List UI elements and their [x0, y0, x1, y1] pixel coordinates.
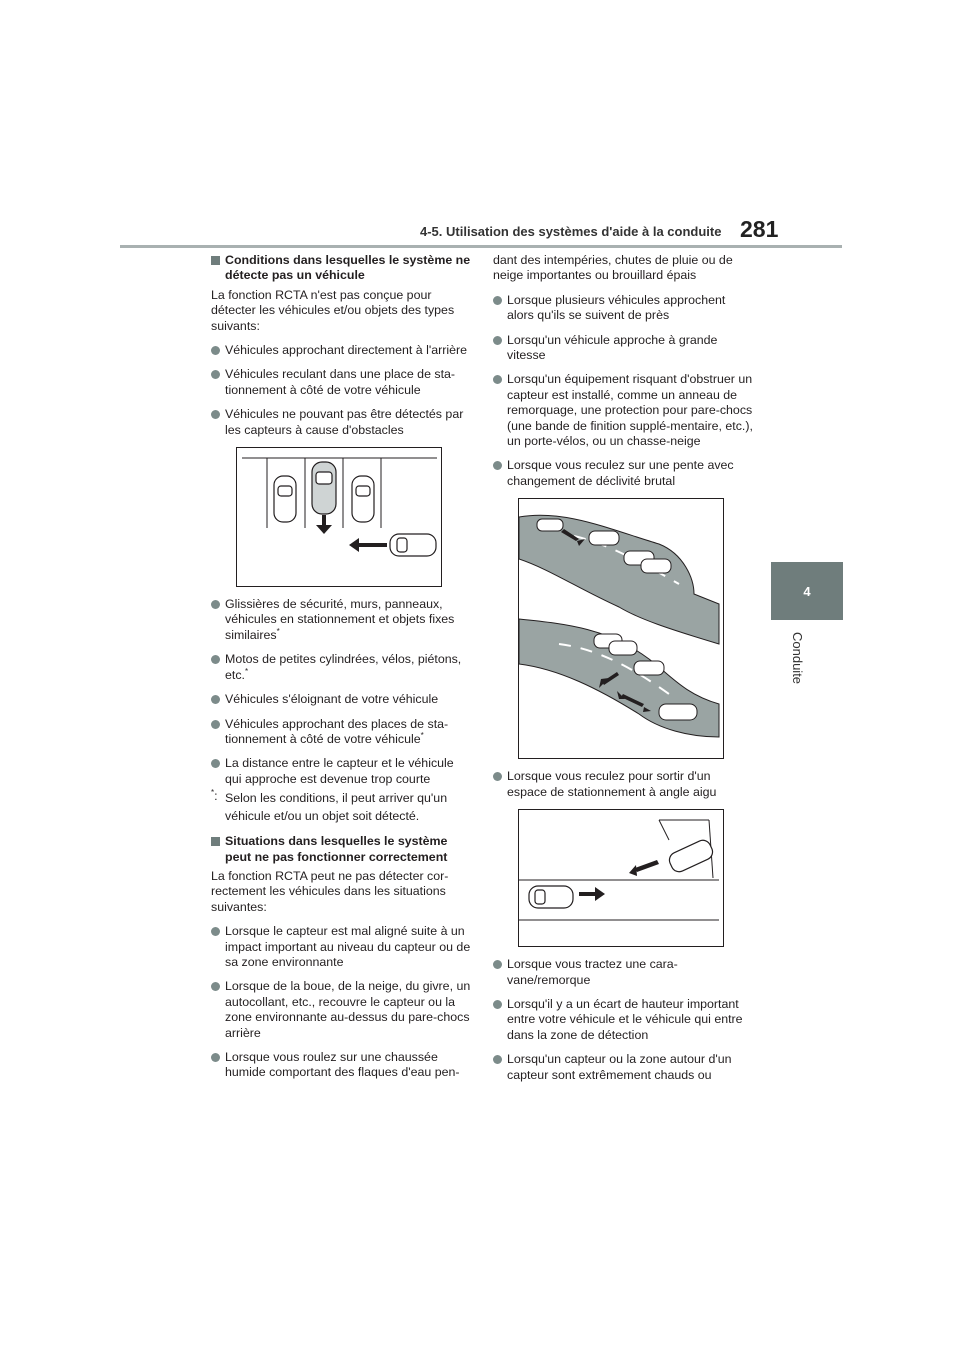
list-item-text: La distance entre le capteur et le véhicule qui approche est devenue trop courte [225, 756, 454, 786]
list-item: Lorsque vous reculez sur une pente avec changement de déclivité brutal [493, 458, 753, 489]
continued-text: dant des intempéries, chutes de pluie ou de neige importantes ou brouillard épais [493, 253, 733, 283]
section-title: 4-5. Utilisation des systèmes d'aide à la conduite [420, 224, 722, 239]
list-item: Lorsque vous roulez sur une chaussée humide comportant des flaques d'eau pen- [211, 1050, 473, 1081]
list-item-text: Glissières de sécurité, murs, panneaux, véhicules en stationnement et objets fixes similaires [225, 597, 455, 642]
list-item-text: Motos de petites cylindrées, vélos, piétons, etc. [225, 652, 462, 682]
list-item: Lorsqu'un véhicule approche à grande vitesse [493, 333, 753, 364]
list-item-text: Véhicules approchant des places de sta-tionnement à côté de votre véhicule [225, 716, 449, 746]
chapter-tab[interactable] [771, 562, 843, 620]
footnote-mark: *: [211, 788, 218, 804]
list-item: Véhicules approchant directement à l'arrière [211, 343, 473, 358]
section-heading: Situations dans lesquelles le système peut ne pas fonctionner correctement [211, 834, 473, 865]
list-item: Lorsque vous reculez pour sortir d'un espace de stationnement à angle aigu [493, 769, 753, 800]
list-item [211, 692, 473, 707]
list-item: Véhicules reculant dans une place de sta-tionnement à côté de votre véhicule [211, 367, 473, 398]
list-item: Lorsqu'un équipement risquant d'obstruer un capteur est installé, comme un anneau de remorquage, une protection pour pare-chocs (une bande de finition supplé-mentaire, etc.), un porte-vélos, ou un chasse-neige [493, 372, 753, 449]
footnote-ref: * [276, 626, 280, 636]
footnote [211, 789, 473, 825]
header-divider [120, 245, 842, 248]
list-item: Lorsqu'un capteur ou la zone autour d'un capteur sont extrêmement chauds ou [493, 1052, 753, 1083]
page-number: 281 [740, 216, 779, 242]
list-item: Lorsqu'il y a un écart de hauteur important entre votre véhicule et le véhicule qui entre dans la zone de détection [493, 997, 753, 1043]
parking-illustration [236, 447, 442, 587]
right-column [493, 253, 753, 1092]
angled-parking-illustration [518, 809, 724, 947]
list-item: Lorsque le capteur est mal aligné suite à un impact important au niveau du capteur ou de sa zone environnante [211, 924, 473, 970]
footnote-ref: * [420, 730, 424, 740]
list-item-text: Véhicules s'éloignant de votre véhicule [225, 692, 439, 707]
list-item [211, 597, 473, 643]
list-item [211, 717, 473, 748]
list-item: Lorsque de la boue, de la neige, du givre, un autocollant, etc., recouvre le capteur ou la zone environnante au-dessus du pare-chocs arrière [211, 979, 473, 1041]
list-item: Lorsque vous tractez une cara-vane/remorque [493, 957, 753, 988]
chapter-number: 4 [803, 583, 811, 599]
slope-illustration [518, 498, 724, 759]
paragraph: La fonction RCTA n'est pas conçue pour détecter les véhicules et/ou objets des types suivants: [211, 287, 455, 333]
chapter-label: Conduite [790, 632, 805, 685]
list-item: Véhicules ne pouvant pas être détectés par les capteurs à cause d'obstacles [211, 407, 473, 438]
footnote-ref: * [244, 666, 249, 676]
list-item [211, 756, 473, 787]
section-heading: Conditions dans lesquelles le système ne détecte pas un véhicule [211, 253, 473, 284]
left-column [211, 253, 473, 1090]
list-item [211, 652, 473, 683]
paragraph: La fonction RCTA peut ne pas détecter cor-rectement les véhicules dans les situations suivantes: [211, 868, 449, 914]
list-item: Lorsque plusieurs véhicules approchent alors qu'ils se suivent de près [493, 293, 753, 324]
footnote-text: Selon les conditions, il peut arriver qu'un véhicule et/ou un objet soit détecté. [225, 791, 448, 824]
